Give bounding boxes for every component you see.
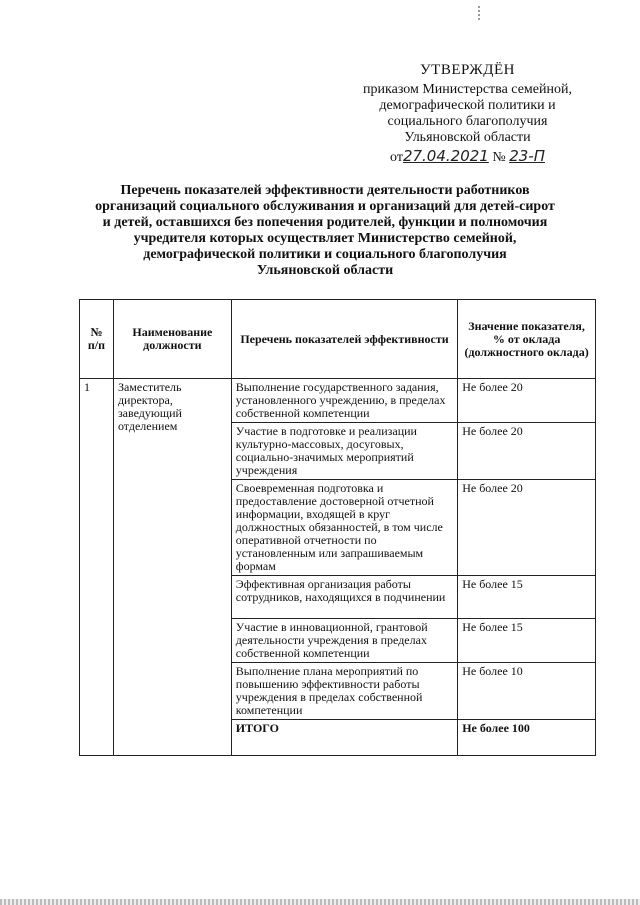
title-line: учредителя которых осуществляет Министерство семейной, — [133, 231, 517, 246]
document-title — [60, 183, 590, 279]
total-value: Не более 100 — [458, 720, 596, 756]
indicator-value: Не более 20 — [458, 423, 596, 480]
handwritten-date: 27.04.2021 — [402, 147, 489, 165]
indicator-text: Выполнение государственного задания, установленного учреждению, в пределах собственной компетенции — [231, 379, 457, 423]
indicator-value: Не более 15 — [458, 619, 596, 663]
approval-title: УТВЕРЖДЁН — [420, 62, 515, 78]
position-name: Заместитель директора, заведующий отделением — [113, 379, 231, 756]
handwritten-number: 23-П — [509, 147, 545, 165]
indicator-value: Не более 20 — [458, 480, 596, 576]
title-line: демографической политики и социального благополучия — [143, 247, 507, 262]
scan-artifact — [0, 899, 640, 905]
indicator-value: Не более 20 — [458, 379, 596, 423]
title-line: организаций социального обслуживания и организаций для детей-сирот — [95, 199, 555, 214]
header-num: № п/п — [80, 300, 114, 379]
table-header-row — [80, 300, 596, 379]
date-prefix: от — [390, 150, 403, 165]
header-position: Наименование должности — [113, 300, 231, 379]
table-row — [80, 379, 596, 423]
title-line: Ульяновской области — [256, 263, 394, 278]
title-line: и детей, оставшихся без попечения родителей, функции и полномочия — [102, 215, 548, 230]
indicators-table — [79, 299, 596, 756]
approval-line: приказом Министерства семейной, — [363, 82, 572, 97]
indicator-text: Своевременная подготовка и предоставление достоверной отчетной информации, входящей в круг должностных обязанностей, в том числе оперативной отчетности по установленным или запрашиваемым формам — [231, 480, 457, 576]
header-indicators: Перечень показателей эффективности — [231, 300, 457, 379]
indicator-text: Участие в подготовке и реализации культурно-массовых, досуговых, социально-значимых мероприятий учреждения — [231, 423, 457, 480]
title-line: Перечень показателей эффективности деятельности работников — [120, 183, 530, 198]
number-prefix: № — [492, 150, 506, 165]
indicator-text: Участие в инновационной, грантовой деятельности учреждения в пределах собственной компетенции — [231, 619, 457, 663]
approval-stamp — [345, 62, 590, 166]
header-value: Значение показателя, % от оклада (должностного оклада) — [458, 300, 596, 379]
indicator-text: Выполнение плана мероприятий по повышению эффективности работы учреждения в пределах собственной компетенции — [231, 663, 457, 720]
row-number: 1 — [80, 379, 114, 756]
scan-artifact — [478, 6, 480, 20]
total-label: ИТОГО — [231, 720, 457, 756]
indicator-text: Эффективная организация работы сотрудников, находящихся в подчинении — [231, 576, 457, 619]
indicator-value: Не более 10 — [458, 663, 596, 720]
indicator-value: Не более 15 — [458, 576, 596, 619]
approval-dateline — [345, 148, 590, 166]
approval-line: демографической политики и — [379, 98, 556, 113]
approval-line: Ульяновской области — [404, 130, 531, 145]
approval-line: социального благополучия — [387, 114, 548, 129]
